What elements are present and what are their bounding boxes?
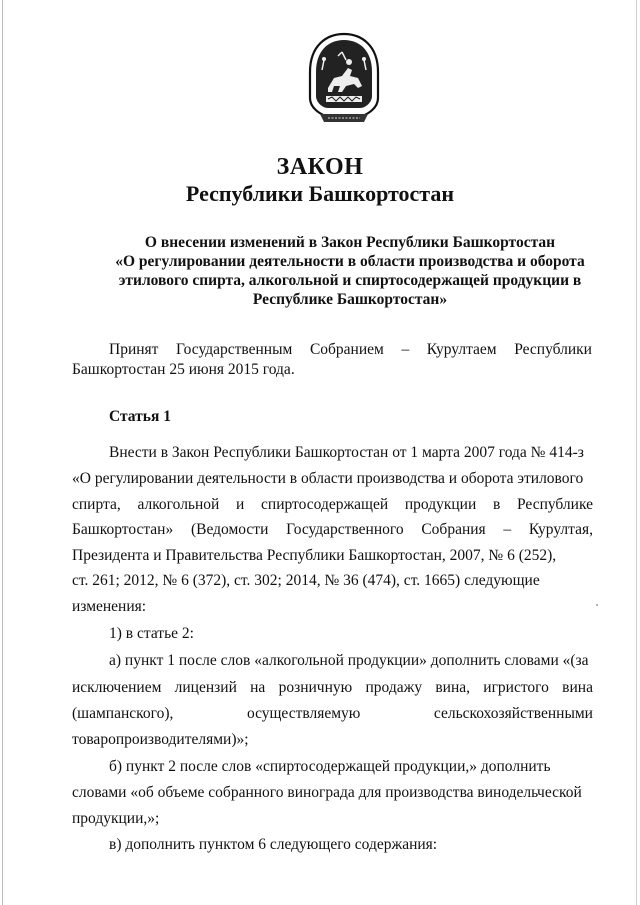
word: (шампанского), xyxy=(72,705,174,722)
word: продажу xyxy=(365,679,423,696)
word: розничную xyxy=(278,679,353,696)
word: лицензий xyxy=(174,679,237,696)
sub-b-line: словами «об объеме собранного винограда для производства винодельческой xyxy=(72,784,582,801)
word: Республики xyxy=(514,341,592,358)
word: – xyxy=(401,341,410,358)
law-subject xyxy=(100,233,600,309)
word: Государственного xyxy=(286,521,404,538)
word: – xyxy=(503,521,512,538)
sub-a-line: а) пункт 1 после слов «алкогольной продукции» дополнить словами «(за xyxy=(109,652,589,669)
sub-a-line xyxy=(72,704,593,724)
intro-line: «О регулировании деятельности в области производства и оборота этилового xyxy=(72,470,584,487)
word: на xyxy=(250,679,266,696)
subject-line: Республике Башкортостан» xyxy=(252,291,448,308)
word: (Ведомости xyxy=(190,521,269,538)
word: спирта, xyxy=(72,496,121,513)
sub-a-line xyxy=(72,678,593,698)
law-subtitle: Республики Башкортостан xyxy=(185,181,455,206)
word: продукции xyxy=(404,496,477,513)
word: спиртосодержащей xyxy=(261,496,389,513)
subject-line: О внесении изменений в Закон Республики Башкортостан xyxy=(144,234,556,251)
subject-line: «О регулировании деятельности в области производства и оборота xyxy=(115,253,585,270)
sub-c-line: в) дополнить пунктом 6 следующего содержания: xyxy=(109,836,438,853)
sub-b-line: б) пункт 2 после слов «спиртосодержащей продукции,» дополнить xyxy=(109,758,551,775)
intro-line: Президента и Правительства Республики Башкортостан, 2007, № 6 (252), xyxy=(72,547,557,564)
word: и xyxy=(236,496,245,513)
word: Собранием xyxy=(309,341,384,358)
word: в xyxy=(492,496,501,513)
adopted-line-2: Башкортостан 25 июня 2015 года. xyxy=(72,361,295,378)
word: Собрания xyxy=(421,521,486,538)
article-heading: Статья 1 xyxy=(109,408,171,425)
word: исключением xyxy=(72,679,162,696)
intro-line: изменения: xyxy=(72,598,147,615)
item-1: 1) в статье 2: xyxy=(109,625,194,642)
scan-edge-left xyxy=(2,0,3,905)
word: Республике xyxy=(517,496,593,513)
intro-line xyxy=(72,495,593,515)
word: сельскохозяйственными xyxy=(433,705,593,722)
scan-speck xyxy=(596,604,598,606)
word: вина, xyxy=(435,679,471,696)
sub-b-line: продукции,»; xyxy=(72,810,160,827)
word: алкогольной xyxy=(137,496,220,513)
word: игристого xyxy=(483,679,549,696)
intro-line: Внести в Закон Республики Башкортостан от 1 марта 2007 года № 414-з xyxy=(109,444,584,461)
sub-a-line: товаропроизводителями)»; xyxy=(72,731,249,748)
word: Башкортостан» xyxy=(72,521,174,538)
word: вина xyxy=(562,679,593,696)
word: Государственным xyxy=(176,341,293,358)
intro-line xyxy=(72,520,593,540)
word: Принят xyxy=(109,341,159,358)
intro-line: ст. 261; 2012, № 6 (372), ст. 302; 2014, № 36 (474), ст. 1665) следующие xyxy=(72,572,540,589)
bashkortostan-emblem-icon xyxy=(302,30,386,126)
word: осуществляемую xyxy=(246,705,361,722)
word: Курултая, xyxy=(528,521,593,538)
law-title: ЗАКОН xyxy=(276,154,364,180)
scan-edge-right xyxy=(636,0,637,905)
adopted-line-1 xyxy=(109,340,592,360)
subject-line: этилового спирта, алкогольной и спиртосодержащей продукции в xyxy=(118,272,582,289)
word: Курултаем xyxy=(426,341,497,358)
